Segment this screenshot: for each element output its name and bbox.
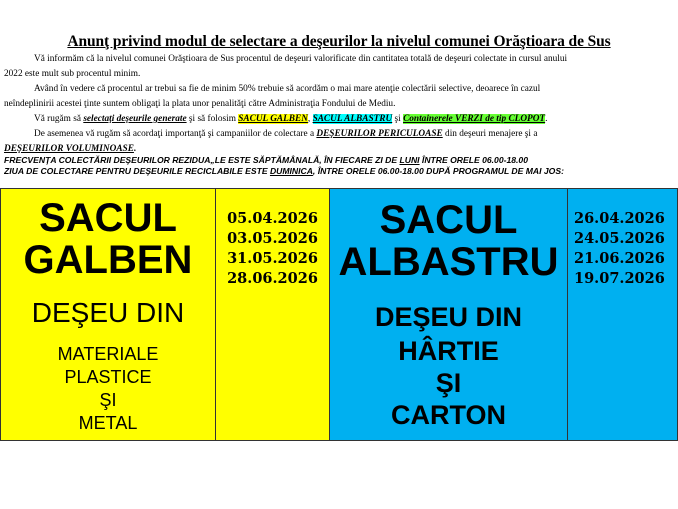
yellow-waste-label: DEŞEU DIN (31, 297, 185, 328)
emphasis-text: DEŞEURILOR PERICULOASE (316, 129, 443, 139)
collection-date: 19.07.2026 (574, 270, 665, 287)
text: . (133, 144, 137, 154)
yellow-dates-cell (216, 188, 330, 441)
yellow-dates-list (216, 209, 329, 289)
blue-dates-list (568, 209, 677, 289)
bag-title-line: GALBEN (23, 238, 193, 282)
blue-bag-cell (330, 188, 568, 441)
yellow-bag-highlight: SACUL GALBEN (238, 114, 308, 124)
text: ZIUA DE COLECTARE PENTRU DEŞEURILE RECICLABILE ESTE (4, 166, 270, 176)
material-item: ŞI (435, 368, 462, 398)
paragraph-recycling-info (4, 52, 676, 82)
residual-frequency-line (4, 155, 678, 166)
collection-date: 26.04.2026 (574, 210, 665, 227)
blue-bag-title (330, 199, 567, 283)
text: , ÎNTRE ORELE 06.00-18.00 DUPĂ PROGRAMUL DE MAI JOS: (312, 166, 564, 176)
material-item: ŞI (99, 390, 117, 410)
collection-date: 28.06.2026 (227, 270, 318, 287)
blue-bag-highlight: SACUL ALBASTRU (312, 114, 393, 124)
yellow-bag-title (1, 197, 215, 281)
paragraph-line: Vă informăm că la nivelul comunei Orăştioara de Sus procentul de deşeuri valorificate din cantitatea totală de deşeuri colectate in cursul anului (34, 54, 568, 64)
text: FRECVENŢA COLECTĂRII DEŞEURILOR REZIDUA„LE ESTE SĂPTĂMÂNALĂ, ÎN FIECARE ZI DE (4, 155, 400, 165)
material-item: METAL (78, 413, 138, 433)
paragraph-line: 2022 este mult sub procentul minim. (4, 69, 141, 79)
collection-date: 21.06.2026 (574, 250, 665, 267)
text: . (545, 114, 548, 124)
material-item: HÂRTIE (398, 336, 499, 366)
material-item: MATERIALE (57, 344, 159, 364)
text: Vă rugăm să (34, 114, 84, 124)
collection-day: DUMINICA (269, 166, 313, 176)
text: , (307, 114, 313, 124)
collection-day: LUNI (399, 155, 420, 165)
paragraph-line: Având în vedere că procentul ar trebui sa fie de minim 50% trebuie să acordăm o mai mare atenţie colectării selective, deoarece în cazul (34, 84, 541, 94)
text: şi să folosim (186, 114, 239, 124)
bag-title-line: ALBASTRU (338, 240, 559, 284)
emphasis-text: selectaţi deşeurile generate (83, 114, 187, 124)
paragraph-target-info (4, 82, 676, 112)
paragraph-line: neîndeplinirii acestei ţinte suntem obligaţi la plata unor penalităţi către Administraţia Fondului de Mediu. (4, 99, 396, 109)
paragraph-hazardous-waste (4, 127, 676, 157)
text: De asemenea vă rugăm să acordaţi importanţă şi campaniilor de colectare a (34, 129, 317, 139)
announcement-title: Anunţ privind modul de selectare a deşeurilor la nivelul comunei Orăştioara de Sus (67, 33, 611, 50)
bag-title-line: SACUL (379, 198, 518, 242)
blue-materials (330, 335, 567, 431)
collection-schedule-table (0, 188, 678, 441)
paragraph-selection-request (4, 112, 678, 127)
text: şi (392, 114, 404, 124)
collection-date: 31.05.2026 (227, 250, 318, 267)
material-item: PLASTICE (64, 367, 152, 387)
collection-date: 05.04.2026 (227, 210, 318, 227)
blue-waste-label: DEŞEU DIN (374, 302, 523, 332)
text: ÎNTRE ORELE 06.00-18.00 (419, 155, 528, 165)
blue-dates-cell (568, 188, 678, 441)
collection-date: 24.05.2026 (574, 230, 665, 247)
green-container-highlight: Containerele VERZI de tip CLOPOT (403, 114, 546, 124)
collection-date: 03.05.2026 (227, 230, 318, 247)
recyclable-frequency-line (4, 166, 678, 177)
yellow-bag-cell (0, 188, 216, 441)
paragraph-line (4, 127, 676, 142)
bag-title-line: SACUL (39, 196, 177, 240)
yellow-materials (1, 343, 215, 435)
material-item: CARTON (390, 400, 506, 430)
text: din deşeuri menajere şi a (442, 129, 538, 139)
paragraph-line (4, 144, 136, 154)
emphasis-text: DEŞEURILOR VOLUMINOASE (4, 144, 134, 154)
